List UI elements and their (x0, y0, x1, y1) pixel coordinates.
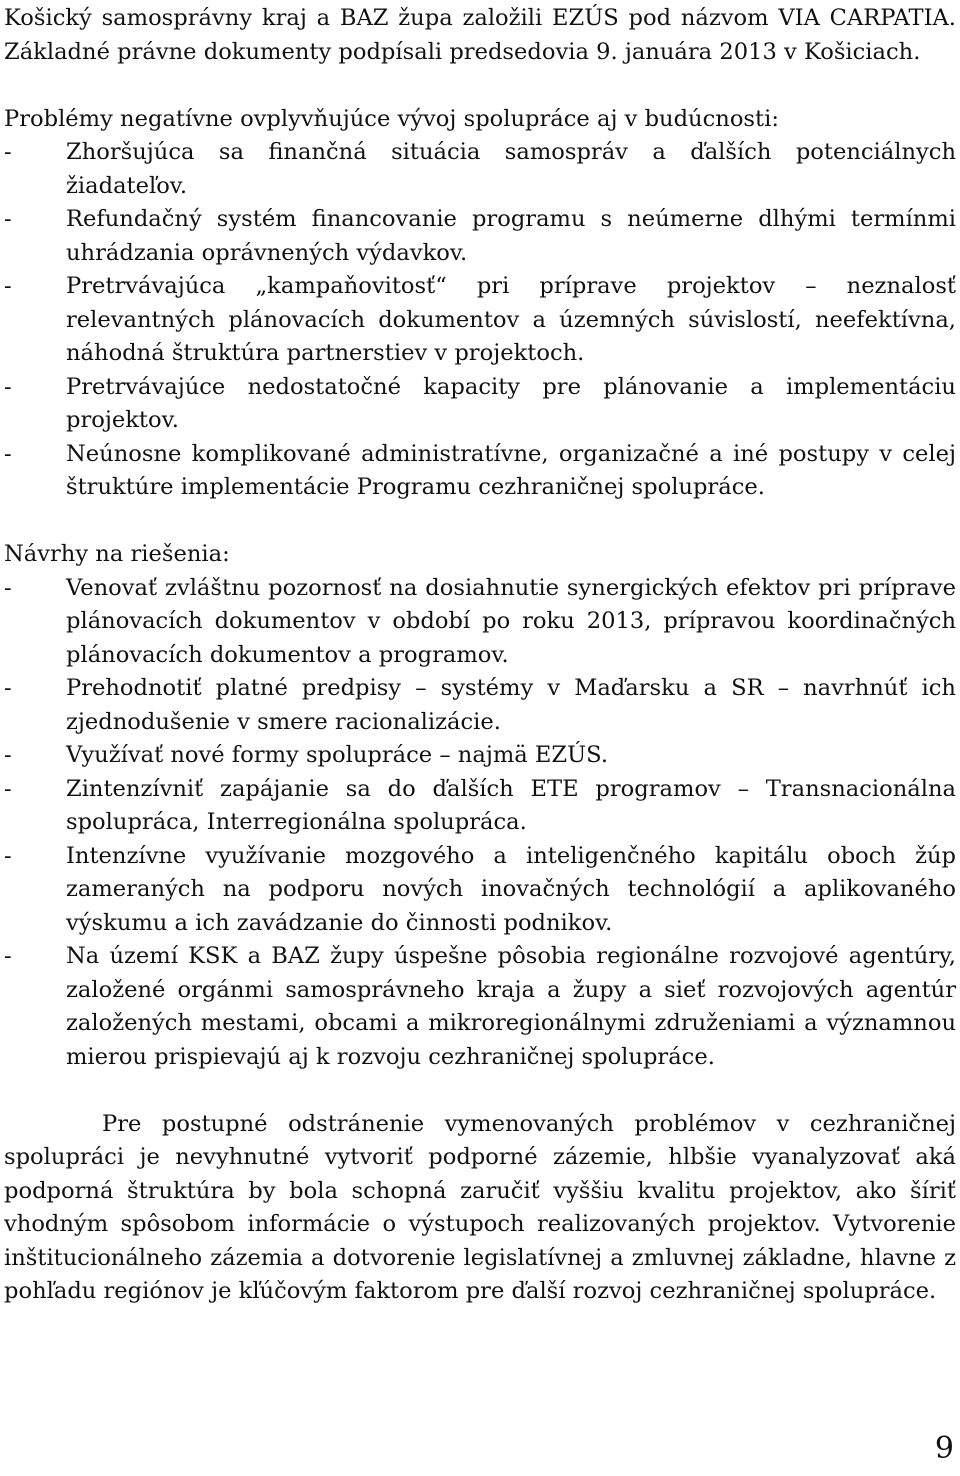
proposals-list (4, 572, 956, 1075)
problem-text: Pretrvávajúce nedostatočné kapacity pre plánovanie a implementáciu projektov. (66, 373, 956, 433)
problem-item (4, 270, 956, 371)
proposal-text: Prehodnotiť platné predpisy – systémy v Maďarsku a SR – navrhnúť ich zjednodušenie v smere racionalizácie. (66, 675, 956, 735)
problem-text: Refundačný systém financovanie programu s neúmerne dlhými termínmi uhrádzania oprávnených výdavkov. (66, 206, 956, 266)
proposal-text: Venovať zvláštnu pozornosť na dosiahnutie synergických efektov pri príprave plánovacích dokumentov v období po roku 2013, prípravou koordinačných plánovacích dokumentov a programov. (66, 574, 956, 668)
conclusion-paragraph: Pre postupné odstránenie vymenovaných problémov v cezhraničnej spolupráci je nevyhnutné vytvoriť podporné zázemie, hlbšie vyanalyzovať aká podporná štruktúra by bola schopná zaručiť vyššiu kvalitu projektov, ako šíriť vhodným spôsobom informácie o výstupoch realizovaných projektov. Vytvorenie inštitucionálneho zázemia a dotvorenie legislatívnej a zmluvnej základne, hlavne z pohľadu regiónov je kľúčovým faktorom pre ďalší rozvoj cezhraničnej spolupráce. (4, 1110, 956, 1304)
problem-item (4, 136, 956, 203)
proposal-item (4, 940, 956, 1074)
proposal-text: Na území KSK a BAZ župy úspešne pôsobia regionálne rozvojové agentúry, založené orgánmi samosprávneho kraja a župy a sieť rozvojových agentúr založených mestami, obcami a mikroregionálnymi združeniami a významnou mierou prispievajú aj k rozvoju cezhraničnej spolupráce. (66, 943, 956, 1070)
problem-text: Zhoršujúca sa finančná situácia samospráv a ďalších potenciálnych žiadateľov. (66, 139, 956, 199)
spacer (4, 1074, 956, 1108)
proposal-text: Zintenzívniť zapájanie sa do ďalších ETE programov – Transnacionálna spolupráca, Interregionálna spolupráca. (66, 775, 956, 835)
dash-marker: - (4, 440, 12, 467)
dash-marker: - (4, 574, 12, 601)
problem-item (4, 371, 956, 438)
proposal-text: Využívať nové formy spolupráce – najmä EZÚS. (66, 742, 608, 768)
dash-marker: - (4, 742, 12, 768)
dash-marker: - (4, 206, 12, 232)
dash-marker: - (4, 842, 12, 869)
intro-paragraph: Košický samosprávny kraj a BAZ župa založili EZÚS pod názvom VIA CARPATIA. Základné právne dokumenty podpísali predsedovia 9. januára 2013 v Košiciach. (4, 5, 956, 65)
dash-marker: - (4, 943, 12, 969)
proposals-heading: Návrhy na riešenia: (4, 541, 230, 567)
document-page (4, 2, 956, 1309)
problem-text: Pretrvávajúca „kampaňovitosť“ pri príprave projektov – neznalosť relevantných plánovacích dokumentov a územných súvislostí, neefektívna, náhodná štruktúra partnerstiev v projektoch. (66, 273, 956, 366)
proposal-item (4, 840, 956, 941)
spacer (4, 505, 956, 539)
page-number: 9 (934, 1431, 954, 1466)
dash-marker: - (4, 775, 12, 802)
problem-item (4, 438, 956, 505)
problem-text: Neúnosne komplikované administratívne, organizačné a iné postupy v celej štruktúre implementácie Programu cezhraničnej spolupráce. (66, 440, 956, 500)
dash-marker: - (4, 139, 12, 165)
proposal-item (4, 773, 956, 840)
problems-list (4, 136, 956, 505)
proposal-text: Intenzívne využívanie mozgového a inteligenčného kapitálu oboch žúp zameraných na podporu nových inovačných technológií a aplikovaného výskumu a ich zavádzanie do činnosti podnikov. (66, 842, 956, 936)
proposal-item (4, 739, 956, 773)
problems-heading: Problémy negatívne ovplyvňujúce vývoj spolupráce aj v budúcnosti: (4, 105, 779, 132)
dash-marker: - (4, 273, 12, 299)
dash-marker: - (4, 675, 12, 701)
dash-marker: - (4, 373, 12, 400)
proposal-item (4, 572, 956, 673)
problem-item (4, 203, 956, 270)
proposal-item (4, 672, 956, 739)
spacer (4, 69, 956, 103)
